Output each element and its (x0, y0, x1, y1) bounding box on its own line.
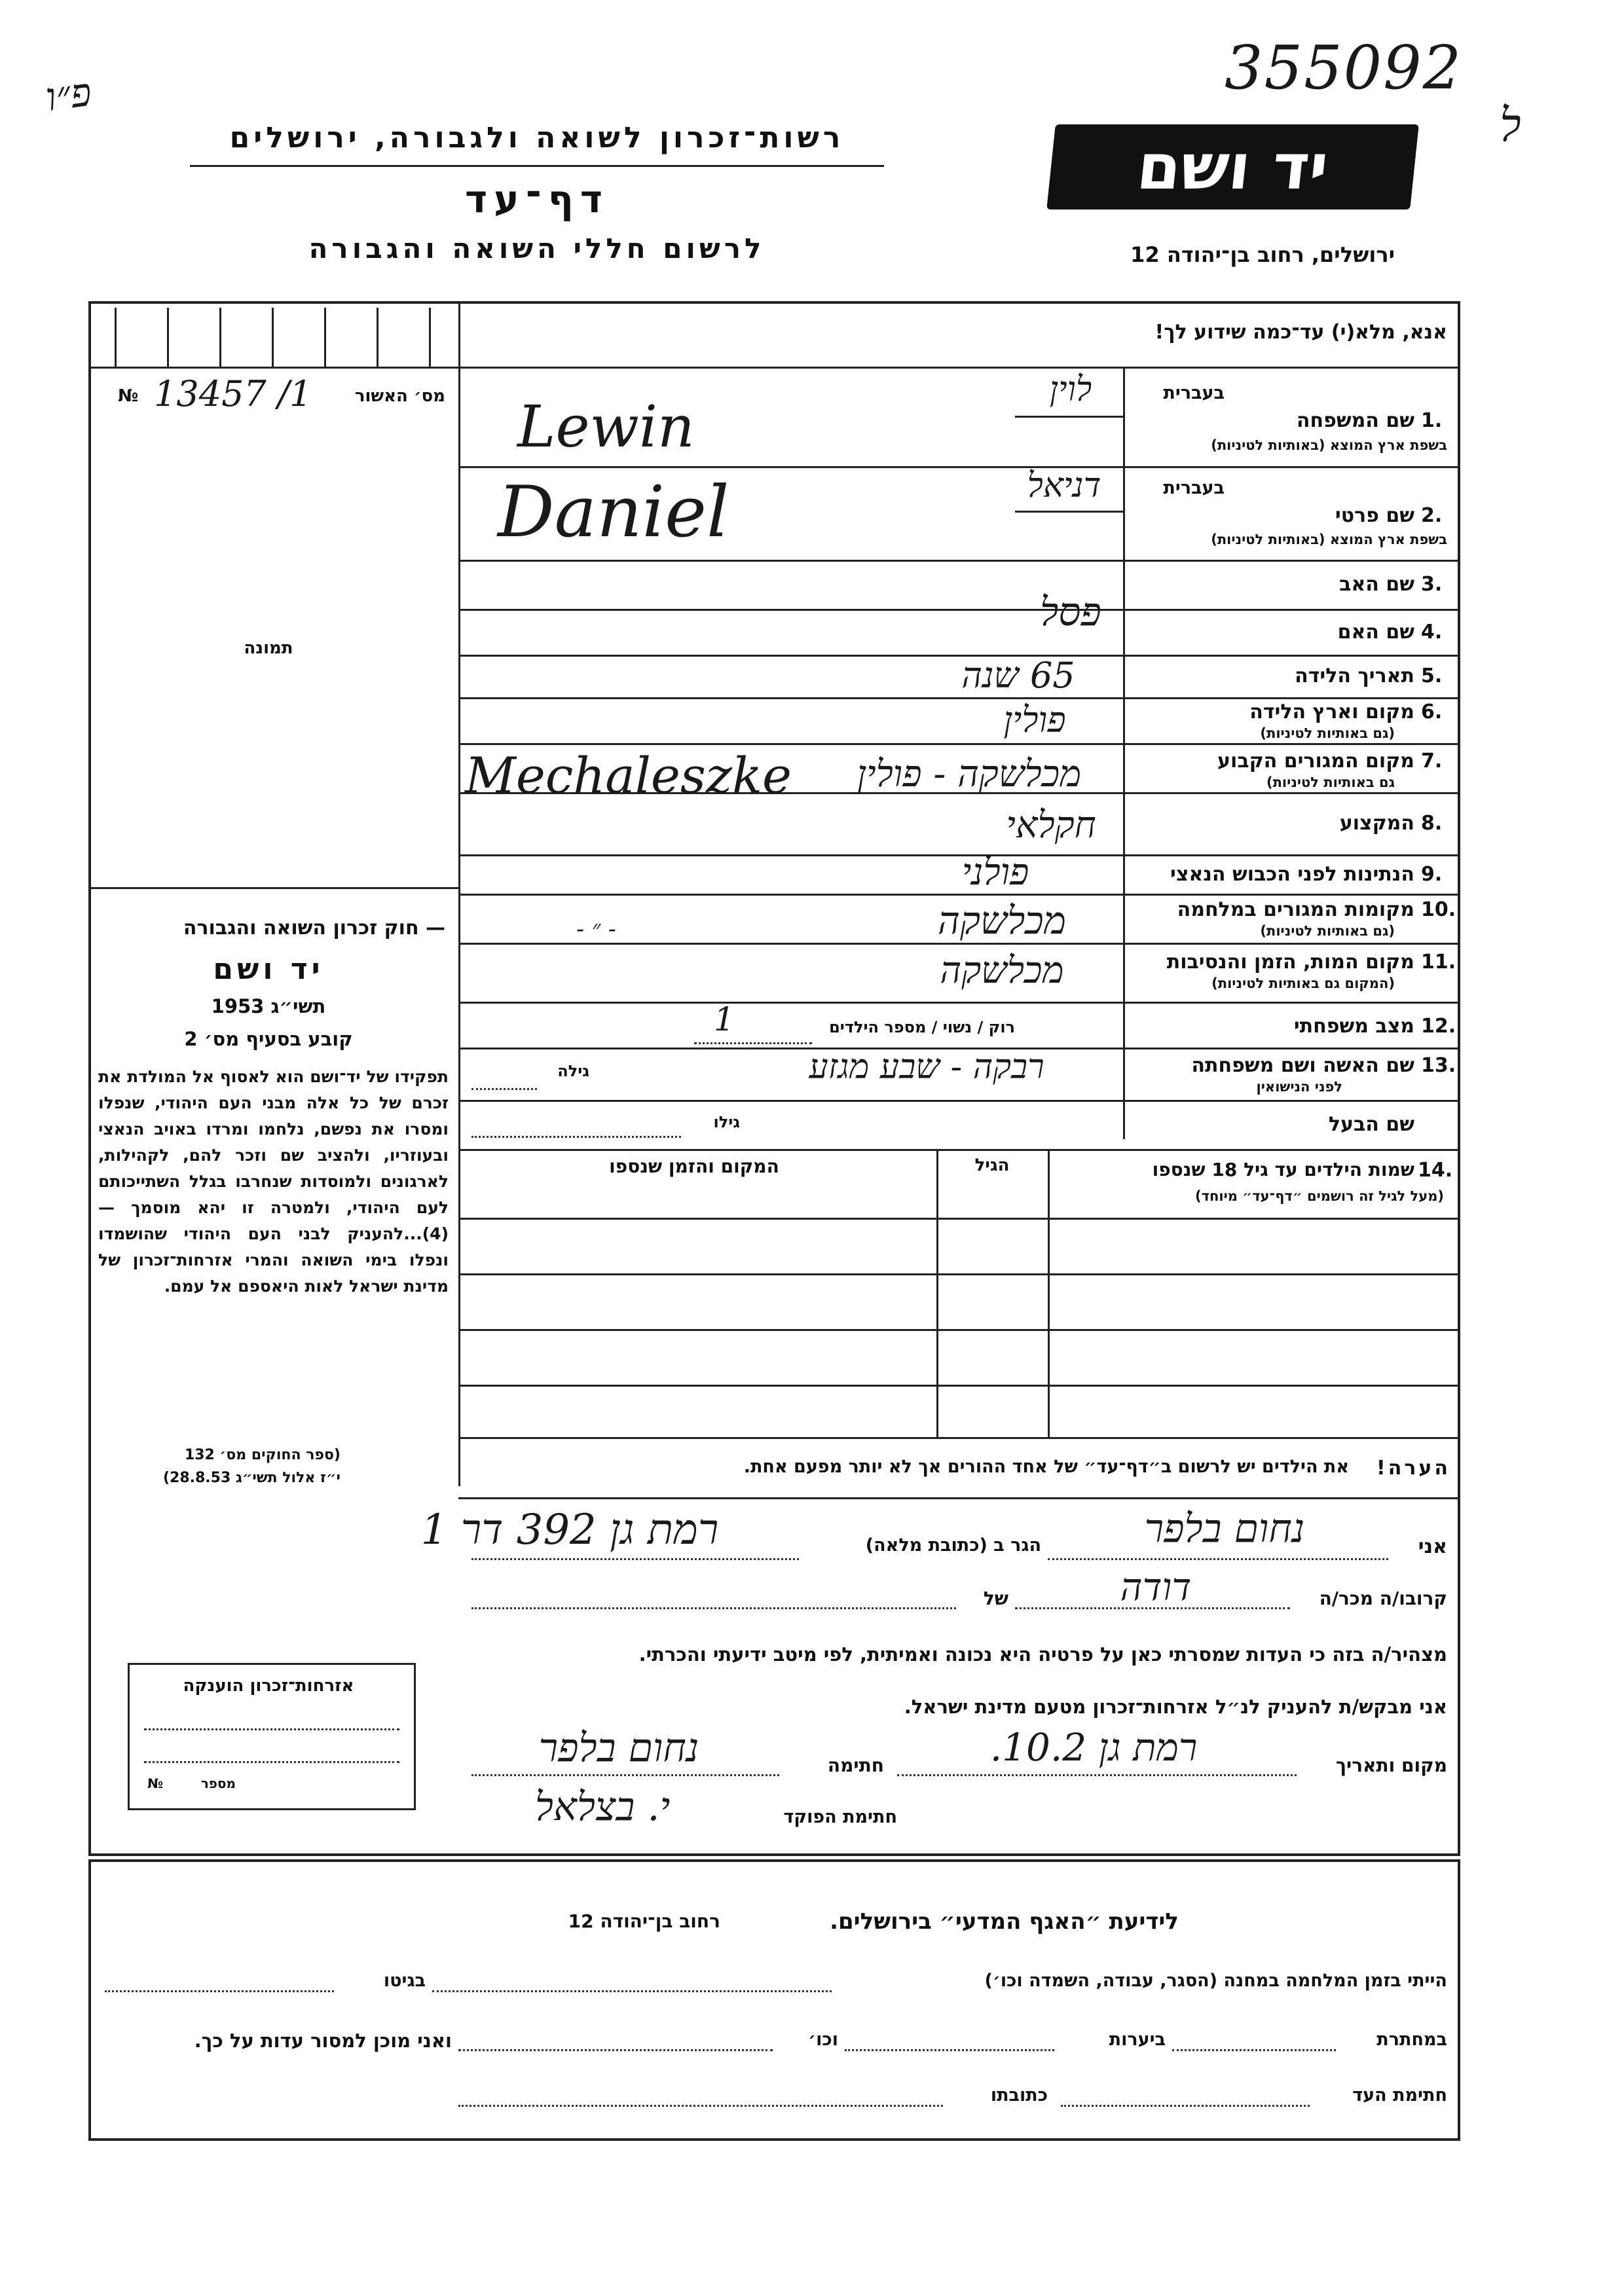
field-12-inline: רוק / נשוי / מספר הילדים (829, 1018, 1015, 1036)
signature-label: חתימה (827, 1755, 884, 1776)
field-2-lang: בעברית (1163, 478, 1225, 498)
yad-vashem-logo: יד ושם (1046, 124, 1419, 210)
field-2-sub: בשפת ארץ המוצא (באותיות לטיניות) (1211, 532, 1447, 547)
header-address: ירושלים, רחוב בן־יהודה 12 (1130, 242, 1395, 267)
archive-number: 355092 (1225, 33, 1463, 103)
declaration-statement: מצהיר/ה בזה כי העדות שמסרתי כאן על פרטיה היא נכונה ואמיתית, לפי מיטב ידיעתי והכרתי. (638, 1643, 1447, 1666)
field-11-value: מכלשקה (940, 949, 1064, 992)
of-line (471, 1607, 956, 1609)
intro-underline (458, 367, 1460, 369)
authority-line: רשות־זכרון לשואה ולגבורה, ירושלים (229, 121, 845, 155)
declaration-request: אני מבקש/ת להעניק לנ״ל אזרחות־זכרון מטעם מדינת ישראל. (904, 1696, 1447, 1718)
labels-divider (1123, 367, 1125, 1139)
corner-mark-left: פ״ו (43, 69, 95, 121)
field-5-value: 65 שנה (961, 655, 1075, 696)
field-13-sub: לפני הנישואין (1256, 1079, 1342, 1095)
bottom-line3-fill-a (1061, 2105, 1310, 2107)
field-2-number: 2. (1421, 504, 1443, 527)
signature-value: נחום בלפר (538, 1725, 699, 1771)
memorial-no-prefix: № (147, 1776, 164, 1791)
field-3-label: שם האב (1339, 573, 1414, 596)
place-date-value: רמת גן 10.2. (989, 1725, 1198, 1770)
bottom-title: לידיעת ״האגף המדעי״ בירושלים. (830, 1908, 1179, 1935)
field-8-value: חקלאי (1006, 804, 1096, 847)
field-1-hebrew-divider (1015, 416, 1123, 418)
declaration-name-value: נחום בלפר (1144, 1506, 1305, 1552)
photo-bottom-line (88, 887, 458, 889)
form-title: דף־עד (464, 177, 610, 221)
field-11-label: מקום המות, הזמן והנסיבות (1166, 951, 1414, 974)
bottom-line2-c: וכו׳ (808, 2030, 838, 2050)
memorial-box-title: אזרחות־זכרון הוענקה (183, 1676, 354, 1696)
field-10-value: מכלשקה (938, 898, 1066, 943)
of-label: של (983, 1588, 1008, 1609)
children-names-header: שמות הילדים עד גיל 18 שנספו (1152, 1159, 1414, 1180)
bottom-frame (88, 1859, 1460, 2141)
field-12-label: מצב משפחתי (1293, 1015, 1414, 1038)
field-13-age-label: גילה (557, 1062, 589, 1080)
law-source-1: (ספר החוקים מס׳ 132 (184, 1447, 341, 1463)
field-13-value: רבקה - שבע מגזע (809, 1048, 1044, 1087)
photo-label: תמונה (244, 638, 293, 658)
relative-label: קרובו/ה מכר/ה (1319, 1588, 1447, 1609)
field-2-hebrew-value: דניאל (1027, 466, 1101, 505)
note-text: את הילדים יש לרשום ב״דף־עד״ של אחד ההורים אך לא יותר מפעם אחת. (743, 1457, 1349, 1477)
place-date-label: מקום ותאריך (1335, 1755, 1447, 1776)
bottom-line2-fill-b (845, 2049, 1054, 2051)
law-title: — חוק זכרון השואה והגבורה (183, 917, 445, 939)
bottom-line2-fill-a (1172, 2049, 1336, 2051)
field-9-value: פולני (961, 851, 1029, 894)
bottom-line3-b: כתובתו (990, 2085, 1048, 2105)
field-11-number: 11. (1421, 951, 1456, 974)
field-7-label: מקום המגורים הקבוע (1217, 750, 1414, 773)
children-col-divider-1 (1048, 1149, 1050, 1437)
authority-underline (190, 165, 884, 167)
field-12-number: 12. (1421, 1015, 1456, 1038)
law-name: יד ושם (213, 953, 324, 986)
field-7-hebrew-value: מכלשקה - פולין (857, 753, 1082, 795)
field-1-lang: בעברית (1163, 383, 1225, 403)
corner-mark-right: ל (1500, 98, 1521, 152)
field-2-label: שם פרטי (1335, 504, 1414, 527)
field-4-value: פסל (1040, 589, 1101, 635)
field-4-label: שם האם (1337, 621, 1414, 644)
bottom-line3-a: חתימת העד (1352, 2085, 1447, 2105)
field-7-number: 7. (1421, 750, 1443, 773)
bottom-address: רחוב בן־יהודה 12 (568, 1910, 720, 1932)
field-11-sub: (המקום גם באותיות לטיניות) (1211, 975, 1395, 991)
field-12-line (694, 1042, 812, 1044)
bottom-line1-fill (432, 1990, 832, 1992)
children-names-subheader: (מעל לגיל זה רושמים ״דף־עד״ מיוחד) (1195, 1188, 1444, 1204)
children-number: 14. (1418, 1159, 1453, 1182)
officer-label: חתימת הפוקד (783, 1807, 897, 1827)
approval-top-line (88, 367, 458, 369)
field-10-label: מקומות המגורים במלחמה (1177, 898, 1414, 921)
field-1-number: 1. (1421, 409, 1443, 432)
field-12-value: 1 (714, 1000, 735, 1038)
bottom-line1-a: הייתי בזמן המלחמה במחנה (הסגר, עבודה, השמדה וכו׳) (984, 1971, 1447, 1991)
bottom-line1-end (105, 1990, 334, 1992)
law-section: קובע בסעיף מס׳ 2 (184, 1028, 353, 1050)
field-9-label: הנתינות לפני הכבוש הנאצי (1170, 863, 1414, 886)
declaration-name-line (1048, 1558, 1388, 1560)
field-2-hebrew-divider (1015, 511, 1123, 513)
memorial-line-2 (144, 1761, 399, 1763)
field-8-number: 8. (1421, 812, 1443, 835)
field-2-latin-value: Daniel (498, 471, 729, 553)
field-1-label: שם המשפחה (1296, 409, 1414, 432)
field-10-number: 10. (1421, 898, 1456, 921)
field-13-age-line (471, 1088, 537, 1090)
field-1-latin-value: Lewin (517, 393, 695, 460)
husband-age-line (471, 1136, 681, 1138)
field-8-label: המקצוע (1339, 812, 1414, 835)
field-3-number: 3. (1421, 573, 1443, 596)
field-9-number: 9. (1421, 863, 1443, 886)
declaration-resides: הגר ב (כתובת מלאה) (865, 1535, 1041, 1556)
field-1-sub: בשפת ארץ המוצא (באותיות לטיניות) (1211, 437, 1447, 453)
field-5-label: תאריך הלידה (1295, 665, 1414, 687)
field-13-number: 13. (1421, 1054, 1456, 1077)
husband-age-label: גילו (713, 1113, 740, 1131)
field-6-number: 6. (1421, 701, 1443, 723)
law-text: תפקידו של יד־ושם הוא לאסוף אל המולדת את זכרם של כל אלה מבני העם היהודי, שנפלו ומסרו את נפשם, נלחמו ומרדו באויב הנאצי ובעוזריו, ולהציב שם וזכר להם, לקהילות, לארגונים ולמוסדות שנחרבו בגלל השתייכותם לעם היהודי, ולמטרה זו יהא מוסמך — (4)...להעניק לבני העם היהודי שהושמדו ונפלו בימי השואה והמרי אזרחות־זכרון של מדינת ישראל לאות היאספם אל עמם. (98, 1067, 449, 1296)
form-subtitle: לרשום חללי השואה והגבורה (308, 232, 766, 264)
field-4-number: 4. (1421, 621, 1443, 644)
relation-value: דודה (1120, 1565, 1192, 1609)
bottom-line2-d: ואני מוכן למסור עדות על כך. (194, 2030, 452, 2052)
field-7-latin-value: Mechaleszke (465, 746, 792, 805)
declaration-address-line (471, 1558, 799, 1560)
bottom-line2-a: במחתרת (1376, 2030, 1447, 2050)
approval-no-prefix: № (118, 386, 139, 406)
children-col-divider-2 (936, 1149, 938, 1437)
place-date-line (897, 1774, 1297, 1776)
approval-label: מס׳ האשור (354, 386, 445, 406)
children-age-header: הגיל (974, 1156, 1010, 1175)
law-year: תשי״ג 1953 (211, 995, 326, 1017)
field-1-hebrew-value: לוין (1049, 370, 1092, 409)
field-5-number: 5. (1421, 665, 1443, 687)
bottom-line2-fill-c (458, 2049, 773, 2051)
field-6-value: פולין (1003, 699, 1066, 740)
note-label: הערה! (1376, 1457, 1450, 1480)
field-10-sub: (גם באותיות לטיניות) (1260, 923, 1395, 939)
field-7-sub: גם באותיות לטיניות) (1266, 774, 1395, 790)
bottom-line3-fill-b (458, 2105, 943, 2107)
intro-instruction: אנא, מלא(י) עד־כמה שידוע לך! (1154, 321, 1447, 344)
husband-label: שם הבעל (1328, 1113, 1414, 1136)
law-source-2: י״ז אלול תשי״ג 28.8.53) (162, 1470, 341, 1486)
approval-number: 13457 /1 (154, 373, 312, 414)
children-table-top (458, 1149, 1460, 1151)
memorial-number-label: מספר (200, 1776, 236, 1791)
declaration-address-value: רמת גן 392 דר 1 (420, 1506, 719, 1554)
field-13-label: שם האשה ושם משפחתה (1191, 1054, 1414, 1077)
field-6-label: מקום וארץ הלידה (1249, 701, 1414, 723)
bottom-line2-b: ביערות (1109, 2030, 1166, 2050)
field-6-sub: (גם באותיות לטיניות) (1260, 725, 1395, 741)
declaration-ani: אני (1418, 1535, 1447, 1558)
bottom-line1-b: בגיטו (383, 1971, 426, 1991)
signature-line (471, 1774, 779, 1776)
children-place-header: המקום והזמן שנספו (609, 1156, 779, 1177)
memorial-line-1 (144, 1728, 399, 1730)
officer-value: י. בצלאל (534, 1784, 671, 1830)
field-10-ditto: - ״ - (576, 916, 616, 943)
